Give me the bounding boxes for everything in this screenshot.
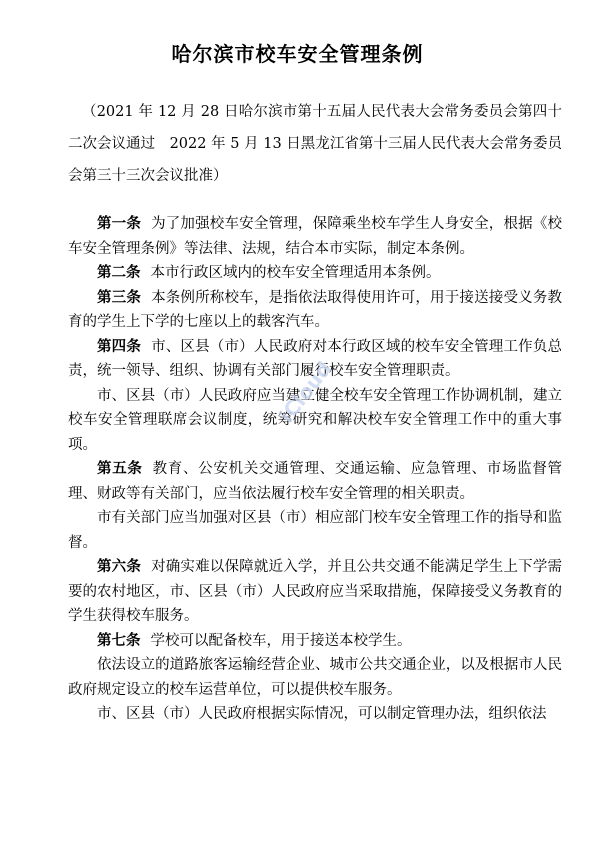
article-number: 第四条 — [97, 338, 142, 355]
article-text: 本条例所称校车，是指依法取得使用许可，用于接送接受义务教育的学生上下学的七座以上的载客汽车。 — [68, 289, 563, 330]
paragraph — [68, 286, 562, 335]
article-number: 第五条 — [97, 461, 143, 477]
paragraph — [68, 653, 562, 702]
article-number: 第七条 — [97, 632, 141, 649]
article-text: 学校可以配备校车，用于接送本校学生。 — [150, 632, 412, 649]
article-text: 市、区县（市）人民政府对本行政区域的校车安全管理工作负总责，统一领导、组织、协调有关部门履行校车安全管理职责。 — [68, 338, 563, 379]
paragraph — [68, 555, 562, 629]
paragraph-text: 市、区县（市）人民政府根据实际情况，可以制定管理办法，组织依法 — [97, 706, 547, 722]
article-number: 第三条 — [97, 289, 142, 306]
article-text: 为了加强校车安全管理，保障乘坐校车学生人身安全，根据《校车安全管理条例》等法律、法规，结合本市实际，制定本条例。 — [68, 216, 563, 257]
paragraph-text: 市、区县（市）人民政府应当建立健全校车安全管理工作协调机制，建立校车安全管理联席会议制度，统筹研究和解决校车安全管理工作中的重大事项。 — [68, 387, 562, 453]
document-body — [68, 212, 562, 727]
article-text: 教育、公安机关交通管理、交通运输、应急管理、市场监督管理、财政等有关部门，应当依法履行校车安全管理的相关职责。 — [68, 461, 563, 502]
paragraph — [68, 261, 562, 286]
article-text: 对确实难以保障就近入学，并且公共交通不能满足学生上下学需要的农村地区，市、区县（市）人民政府应当采取措施，保障接受义务教育的学生获得校车服务。 — [68, 559, 563, 624]
article-text: 本市行政区域内的校车安全管理适用本条例。 — [150, 265, 441, 281]
paragraph-text: 依法设立的道路旅客运输经营企业、城市公共交通企业，以及根据市人民政府规定设立的校车运营单位，可以提供校车服务。 — [68, 657, 562, 698]
paragraph — [68, 629, 562, 654]
document-title: 哈尔滨市校车安全管理条例 — [171, 42, 424, 66]
paragraph — [68, 702, 562, 727]
paragraph — [68, 457, 562, 506]
paragraph-text: 市有关部门应当加强对区县（市）相应部门校车安全管理工作的指导和监督。 — [68, 510, 562, 551]
article-number: 第二条 — [97, 265, 141, 281]
adoption-note: （2021 年 12 月 28 日哈尔滨市第十五届人民代表大会常务委员会第四十二次会议通过 2022 年 5 月 13 日黑龙江省第十三届人民代表大会常务委员会第三十三次会议批准） — [68, 104, 562, 184]
paragraph — [68, 506, 562, 555]
watermark: iCloud — [274, 356, 337, 428]
paragraph — [68, 212, 562, 261]
article-number: 第一条 — [97, 216, 142, 232]
article-number: 第六条 — [97, 559, 142, 575]
